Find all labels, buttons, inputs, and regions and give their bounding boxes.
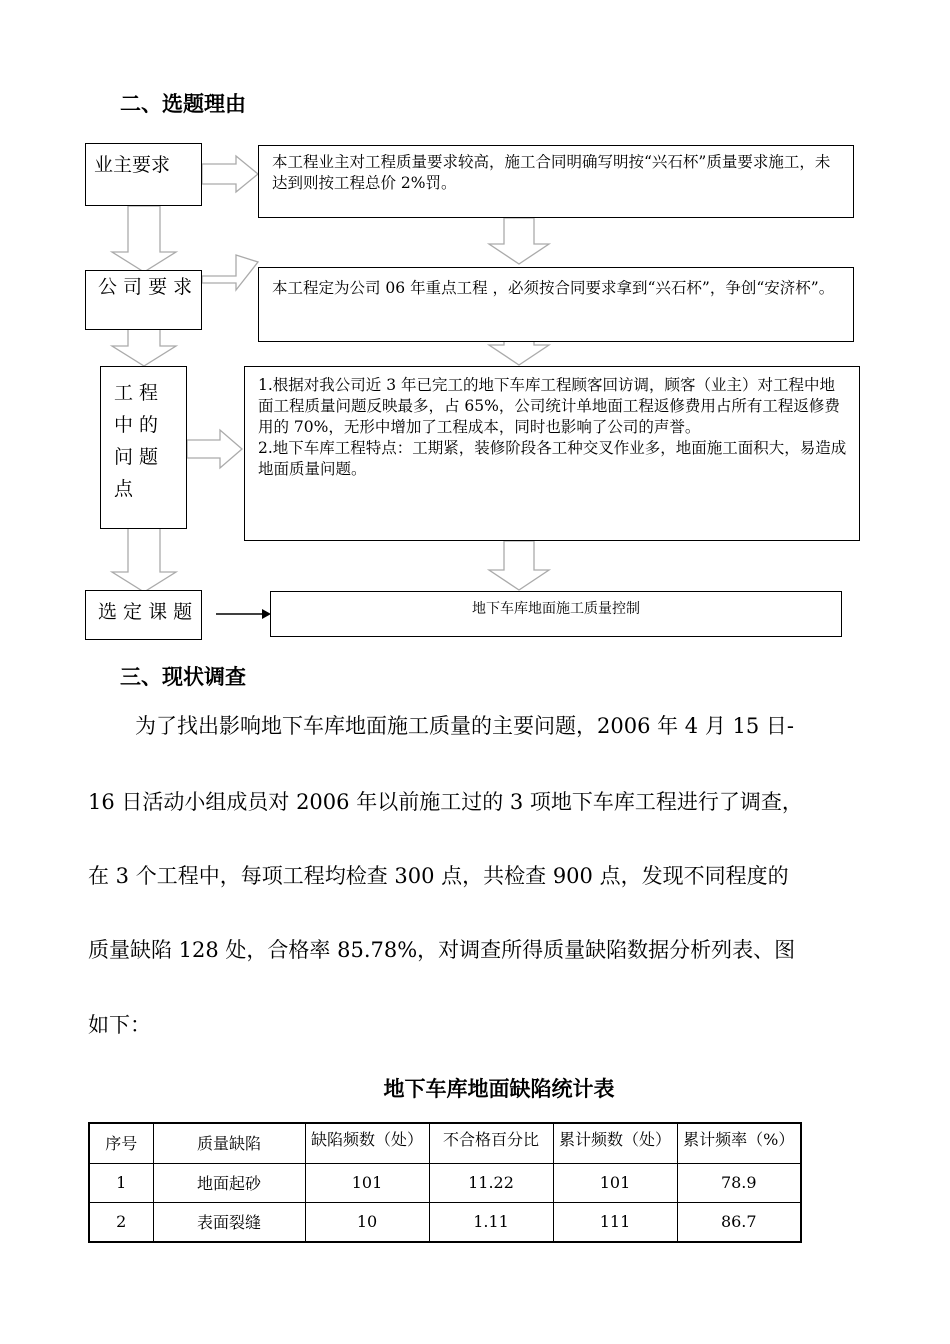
table-cell: 101 [305, 1163, 429, 1202]
paragraph-line: 如下： [88, 1013, 151, 1037]
down-arrow-icon [112, 206, 176, 272]
column-header: 累计频数（处） [553, 1123, 677, 1163]
table-row [89, 1202, 801, 1242]
paragraph-line: 质量缺陷 128 处，合格率 85.78%，对调查所得质量缺陷数据分析列表、图 [88, 938, 796, 962]
content-box-company-requirement [258, 267, 854, 342]
table-cell: 11.22 [429, 1163, 553, 1202]
table-cell: 1.11 [429, 1202, 553, 1242]
company-requirement-label: 公 司 要 求 [98, 276, 193, 298]
table-cell: 86.7 [677, 1202, 801, 1242]
column-header: 缺陷频数（处） [305, 1123, 429, 1163]
problem-point-2-text: 2.地下车库工程特点：工期紧，装修阶段各工种交叉作业多，地面施工面积大，易造成地面质量问题。 [258, 439, 847, 478]
table-header-row [89, 1123, 801, 1163]
label-box-company-requirement [85, 270, 202, 330]
down-arrow-icon [112, 528, 176, 592]
content-box-chosen-topic [270, 591, 842, 637]
column-header: 序号 [89, 1123, 153, 1163]
chosen-topic-text: 地下车库地面施工质量控制 [472, 601, 640, 617]
problem-point-1-text: 1.根据对我公司近 3 年已完工的地下车库工程顾客回访调，顾客（业主）对工程中地面工程质量问题反映最多，占 65%，公司统计单地面工程返修费用占所有工程返修费用的 70%，无形中增加了工程成本，同时也影响了公司的声誉。 [258, 376, 840, 436]
right-arrow-icon [187, 430, 242, 468]
owner-requirement-text: 本工程业主对工程质量要求较高，施工合同明确写明按“兴石杯”质量要求施工，未达到则按工程总价 2%罚。 [272, 153, 831, 192]
paragraph-line: 在 3 个工程中，每项工程均检查 300 点，共检查 900 点，发现不同程度的 [88, 864, 789, 888]
table-cell: 101 [553, 1163, 677, 1202]
label-box-chosen-topic [85, 590, 202, 640]
defect-table [88, 1122, 802, 1243]
problem-points-label: 工 程 中 的 问 题 点 [114, 382, 159, 500]
chosen-topic-label: 选 定 课 题 [98, 601, 193, 623]
table-title: 地下车库地面缺陷统计表 [383, 1077, 615, 1101]
table-cell: 表面裂缝 [153, 1202, 305, 1242]
column-header: 质量缺陷 [153, 1123, 305, 1163]
column-header: 累计频率（%） [677, 1123, 801, 1163]
content-box-owner-requirement [258, 145, 854, 218]
right-arrow-icon [202, 156, 258, 192]
table-cell: 1 [89, 1163, 153, 1202]
table-cell: 10 [305, 1202, 429, 1242]
table-row [89, 1163, 801, 1202]
section-heading-3: 三、现状调查 [120, 665, 246, 689]
owner-requirement-label: 业主要求 [94, 154, 171, 176]
down-arrow-icon [489, 218, 549, 264]
label-box-owner-requirement [85, 143, 202, 206]
section-heading-2: 二、选题理由 [120, 92, 246, 116]
table-cell: 111 [553, 1202, 677, 1242]
down-arrow-icon [489, 541, 549, 590]
table-cell: 78.9 [677, 1163, 801, 1202]
column-header: 不合格百分比 [429, 1123, 553, 1163]
paragraph-line: 为了找出影响地下车库地面施工质量的主要问题，2006 年 4 月 15 日- [135, 714, 794, 738]
table-cell: 2 [89, 1202, 153, 1242]
company-requirement-text: 本工程定为公司 06 年重点工程 ，必须按合同要求拿到“兴石杯”，争创“安济杯”。 [272, 279, 835, 297]
right-arrow-icon [202, 255, 258, 290]
content-box-problem-points [244, 366, 860, 541]
label-box-problem-points [100, 366, 187, 529]
table-cell: 地面起砂 [153, 1163, 305, 1202]
paragraph-line: 16 日活动小组成员对 2006 年以前施工过的 3 项地下车库工程进行了调查， [88, 790, 803, 814]
